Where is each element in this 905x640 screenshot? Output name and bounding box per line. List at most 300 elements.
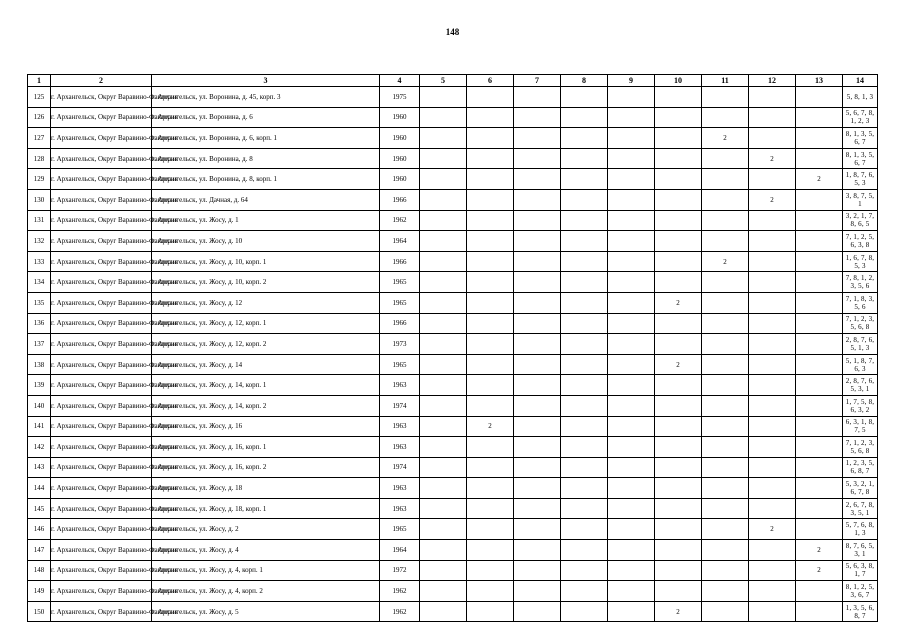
table-row: [28, 292, 878, 313]
year-cell: 1972: [380, 560, 420, 581]
codes-cell: 5, 7, 6, 8, 1, 3: [843, 519, 878, 540]
value-cell: [608, 498, 655, 519]
year-cell: 1966: [380, 189, 420, 210]
value-cell: [561, 148, 608, 169]
value-cell: [467, 169, 514, 190]
value-cell: [561, 560, 608, 581]
value-cell: [514, 581, 561, 602]
value-cell: [514, 457, 561, 478]
value-cell: [749, 354, 796, 375]
year-cell: 1966: [380, 251, 420, 272]
location-cell: г. Архангельск, Округ Варавино-Фактория: [51, 457, 152, 478]
housing-registry-table: [27, 74, 878, 622]
value-cell: [702, 498, 749, 519]
value-cell: [655, 519, 702, 540]
value-cell: [749, 313, 796, 334]
row-number: 131: [28, 210, 51, 231]
address-cell: г. Архангельск, ул. Воронина, д. 8, корп. 1: [152, 169, 380, 190]
value-cell: [702, 416, 749, 437]
value-cell: [608, 416, 655, 437]
year-cell: 1966: [380, 313, 420, 334]
value-cell: [561, 581, 608, 602]
address-cell: г. Архангельск, ул. Жосу, д. 1: [152, 210, 380, 231]
row-number: 142: [28, 437, 51, 458]
value-cell: 2: [749, 148, 796, 169]
value-cell: [749, 210, 796, 231]
value-cell: [749, 457, 796, 478]
value-cell: [749, 169, 796, 190]
row-number: 127: [28, 128, 51, 149]
column-header: 4: [380, 75, 420, 87]
value-cell: [561, 519, 608, 540]
value-cell: 2: [749, 189, 796, 210]
value-cell: [796, 457, 843, 478]
codes-cell: 2, 8, 7, 6, 5, 3, 1: [843, 375, 878, 396]
value-cell: [655, 189, 702, 210]
value-cell: [420, 354, 467, 375]
row-number: 140: [28, 395, 51, 416]
codes-cell: 6, 3, 1, 8, 7, 5: [843, 416, 878, 437]
value-cell: [467, 334, 514, 355]
location-cell: г. Архангельск, Округ Варавино-Фактория: [51, 354, 152, 375]
row-number: 135: [28, 292, 51, 313]
value-cell: [796, 210, 843, 231]
location-cell: г. Архангельск, Округ Варавино-Фактория: [51, 601, 152, 622]
value-cell: [467, 292, 514, 313]
table-row: [28, 251, 878, 272]
value-cell: [702, 189, 749, 210]
codes-cell: 7, 8, 1, 2, 3, 5, 6: [843, 272, 878, 293]
value-cell: [749, 395, 796, 416]
value-cell: [467, 581, 514, 602]
codes-cell: 2, 8, 7, 6, 5, 1, 3: [843, 334, 878, 355]
year-cell: 1964: [380, 231, 420, 252]
location-cell: г. Архангельск, Округ Варавино-Фактория: [51, 437, 152, 458]
year-cell: 1965: [380, 354, 420, 375]
codes-cell: 7, 1, 2, 5, 6, 3, 8: [843, 231, 878, 252]
table-row: [28, 231, 878, 252]
codes-cell: 3, 8, 7, 5, 1: [843, 189, 878, 210]
address-cell: г. Архангельск, ул. Воронина, д. 8: [152, 148, 380, 169]
location-cell: г. Архангельск, Округ Варавино-Фактория: [51, 189, 152, 210]
value-cell: [608, 581, 655, 602]
value-cell: [514, 395, 561, 416]
codes-cell: 5, 6, 7, 8, 1, 2, 3: [843, 107, 878, 128]
value-cell: [655, 251, 702, 272]
value-cell: [749, 334, 796, 355]
value-cell: 2: [796, 560, 843, 581]
value-cell: 2: [467, 416, 514, 437]
year-cell: 1960: [380, 148, 420, 169]
value-cell: [702, 354, 749, 375]
value-cell: [702, 540, 749, 561]
row-number: 150: [28, 601, 51, 622]
year-cell: 1962: [380, 581, 420, 602]
address-cell: г. Архангельск, ул. Жосу, д. 18: [152, 478, 380, 499]
codes-cell: 8, 7, 6, 5, 3, 1: [843, 540, 878, 561]
codes-cell: 8, 1, 3, 5, 6, 7: [843, 128, 878, 149]
location-cell: г. Архангельск, Округ Варавино-Фактория: [51, 313, 152, 334]
location-cell: г. Архангельск, Округ Варавино-Фактория: [51, 375, 152, 396]
table-row: [28, 478, 878, 499]
address-cell: г. Архангельск, ул. Жосу, д. 4, корп. 1: [152, 560, 380, 581]
value-cell: [655, 457, 702, 478]
row-number: 130: [28, 189, 51, 210]
value-cell: [561, 272, 608, 293]
value-cell: [655, 334, 702, 355]
location-cell: г. Архангельск, Округ Варавино-Фактория: [51, 395, 152, 416]
row-number: 146: [28, 519, 51, 540]
value-cell: [702, 581, 749, 602]
row-number: 133: [28, 251, 51, 272]
table-row: [28, 169, 878, 190]
value-cell: [467, 87, 514, 108]
value-cell: [420, 540, 467, 561]
value-cell: [702, 478, 749, 499]
value-cell: [467, 107, 514, 128]
value-cell: [796, 231, 843, 252]
location-cell: г. Архангельск, Округ Варавино-Фактория: [51, 169, 152, 190]
value-cell: [420, 272, 467, 293]
value-cell: [514, 601, 561, 622]
value-cell: [702, 313, 749, 334]
value-cell: [514, 272, 561, 293]
value-cell: [702, 395, 749, 416]
table-row: [28, 437, 878, 458]
value-cell: [420, 519, 467, 540]
value-cell: [655, 395, 702, 416]
value-cell: [561, 231, 608, 252]
address-cell: г. Архангельск, ул. Жосу, д. 10, корп. 1: [152, 251, 380, 272]
value-cell: [655, 437, 702, 458]
value-cell: [749, 272, 796, 293]
codes-cell: 5, 6, 3, 8, 1, 7: [843, 560, 878, 581]
address-cell: г. Архангельск, ул. Жосу, д. 18, корп. 1: [152, 498, 380, 519]
value-cell: [514, 169, 561, 190]
value-cell: [514, 478, 561, 499]
value-cell: [467, 231, 514, 252]
value-cell: [796, 354, 843, 375]
address-cell: г. Архангельск, ул. Жосу, д. 5: [152, 601, 380, 622]
codes-cell: 7, 1, 2, 3, 5, 6, 8: [843, 437, 878, 458]
row-number: 134: [28, 272, 51, 293]
value-cell: [608, 395, 655, 416]
row-number: 125: [28, 87, 51, 108]
value-cell: [420, 601, 467, 622]
row-number: 143: [28, 457, 51, 478]
value-cell: [702, 457, 749, 478]
address-cell: г. Архангельск, ул. Жосу, д. 16: [152, 416, 380, 437]
table-row: [28, 189, 878, 210]
value-cell: [514, 334, 561, 355]
value-cell: [608, 210, 655, 231]
value-cell: [749, 498, 796, 519]
value-cell: [514, 292, 561, 313]
value-cell: [561, 251, 608, 272]
year-cell: 1965: [380, 272, 420, 293]
value-cell: [467, 601, 514, 622]
year-cell: 1963: [380, 437, 420, 458]
value-cell: [702, 231, 749, 252]
row-number: 138: [28, 354, 51, 375]
column-header: 6: [467, 75, 514, 87]
row-number: 126: [28, 107, 51, 128]
value-cell: [420, 478, 467, 499]
address-cell: г. Архангельск, ул. Воронина, д. 6: [152, 107, 380, 128]
table-row: [28, 87, 878, 108]
table-row: [28, 560, 878, 581]
row-number: 145: [28, 498, 51, 519]
value-cell: [514, 354, 561, 375]
value-cell: [420, 395, 467, 416]
value-cell: [702, 169, 749, 190]
table-body: [28, 87, 878, 622]
value-cell: [796, 87, 843, 108]
table-row: [28, 334, 878, 355]
value-cell: [749, 375, 796, 396]
value-cell: [420, 231, 467, 252]
value-cell: [796, 251, 843, 272]
year-cell: 1965: [380, 292, 420, 313]
codes-cell: 5, 3, 2, 1, 6, 7, 8: [843, 478, 878, 499]
value-cell: [420, 416, 467, 437]
table-row: [28, 375, 878, 396]
column-header: 8: [561, 75, 608, 87]
value-cell: [796, 334, 843, 355]
row-number: 128: [28, 148, 51, 169]
value-cell: [655, 581, 702, 602]
value-cell: [420, 128, 467, 149]
value-cell: [608, 87, 655, 108]
year-cell: 1975: [380, 87, 420, 108]
value-cell: [608, 519, 655, 540]
value-cell: [514, 519, 561, 540]
year-cell: 1960: [380, 107, 420, 128]
year-cell: 1963: [380, 375, 420, 396]
value-cell: [796, 107, 843, 128]
value-cell: [467, 540, 514, 561]
address-cell: г. Архангельск, ул. Жосу, д. 12, корп. 2: [152, 334, 380, 355]
value-cell: [467, 354, 514, 375]
value-cell: 2: [702, 251, 749, 272]
value-cell: [608, 437, 655, 458]
value-cell: [796, 478, 843, 499]
address-cell: г. Архангельск, ул. Жосу, д. 14, корп. 2: [152, 395, 380, 416]
value-cell: [467, 148, 514, 169]
year-cell: 1965: [380, 519, 420, 540]
value-cell: [608, 354, 655, 375]
value-cell: [467, 251, 514, 272]
address-cell: г. Архангельск, ул. Воронина, д. 6, корп. 1: [152, 128, 380, 149]
value-cell: [420, 169, 467, 190]
column-header: 5: [420, 75, 467, 87]
value-cell: [749, 601, 796, 622]
year-cell: 1960: [380, 128, 420, 149]
value-cell: [561, 87, 608, 108]
value-cell: [796, 128, 843, 149]
location-cell: г. Архангельск, Округ Варавино-Фактория: [51, 107, 152, 128]
address-cell: г. Архангельск, ул. Жосу, д. 12: [152, 292, 380, 313]
value-cell: [514, 416, 561, 437]
value-cell: [608, 107, 655, 128]
value-cell: [420, 457, 467, 478]
value-cell: [608, 375, 655, 396]
value-cell: [608, 272, 655, 293]
value-cell: [655, 148, 702, 169]
table-row: [28, 519, 878, 540]
table-row: [28, 601, 878, 622]
value-cell: [467, 560, 514, 581]
address-cell: г. Архангельск, ул. Жосу, д. 2: [152, 519, 380, 540]
table-row: [28, 416, 878, 437]
value-cell: [655, 478, 702, 499]
page-number: 148: [445, 27, 460, 37]
codes-cell: 8, 1, 2, 5, 3, 6, 7: [843, 581, 878, 602]
location-cell: г. Архангельск, Округ Варавино-Фактория: [51, 416, 152, 437]
value-cell: [467, 519, 514, 540]
codes-cell: 1, 6, 7, 8, 5, 3: [843, 251, 878, 272]
value-cell: [749, 107, 796, 128]
value-cell: [420, 292, 467, 313]
row-number: 129: [28, 169, 51, 190]
row-number: 148: [28, 560, 51, 581]
row-number: 141: [28, 416, 51, 437]
table-row: [28, 272, 878, 293]
value-cell: [514, 437, 561, 458]
value-cell: [420, 87, 467, 108]
address-cell: г. Архангельск, ул. Жосу, д. 10, корп. 2: [152, 272, 380, 293]
value-cell: [561, 313, 608, 334]
value-cell: [608, 231, 655, 252]
value-cell: [796, 498, 843, 519]
codes-cell: 2, 6, 7, 8, 3, 5, 1: [843, 498, 878, 519]
value-cell: [608, 169, 655, 190]
value-cell: [561, 107, 608, 128]
value-cell: [514, 107, 561, 128]
value-cell: [749, 560, 796, 581]
value-cell: 2: [655, 601, 702, 622]
value-cell: [608, 128, 655, 149]
value-cell: [749, 251, 796, 272]
address-cell: г. Архангельск, ул. Жосу, д. 4: [152, 540, 380, 561]
address-cell: г. Архангельск, ул. Жосу, д. 14: [152, 354, 380, 375]
value-cell: [561, 210, 608, 231]
value-cell: [561, 540, 608, 561]
year-cell: 1962: [380, 210, 420, 231]
address-cell: г. Архангельск, ул. Жосу, д. 14, корп. 1: [152, 375, 380, 396]
value-cell: [561, 457, 608, 478]
value-cell: [608, 560, 655, 581]
value-cell: [420, 498, 467, 519]
value-cell: [655, 210, 702, 231]
location-cell: г. Архангельск, Округ Варавино-Фактория: [51, 148, 152, 169]
codes-cell: 8, 1, 3, 5, 6, 7: [843, 148, 878, 169]
codes-cell: 1, 8, 7, 6, 5, 3: [843, 169, 878, 190]
value-cell: [702, 601, 749, 622]
codes-cell: 1, 3, 5, 6, 8, 7: [843, 601, 878, 622]
value-cell: [608, 148, 655, 169]
value-cell: [608, 251, 655, 272]
value-cell: [702, 334, 749, 355]
value-cell: [655, 375, 702, 396]
value-cell: 2: [749, 519, 796, 540]
codes-cell: 3, 2, 1, 7, 8, 6, 5: [843, 210, 878, 231]
value-cell: [702, 375, 749, 396]
table-row: [28, 128, 878, 149]
value-cell: [702, 437, 749, 458]
value-cell: [514, 313, 561, 334]
value-cell: [702, 210, 749, 231]
column-header: 10: [655, 75, 702, 87]
value-cell: [514, 148, 561, 169]
value-cell: [561, 128, 608, 149]
value-cell: [561, 601, 608, 622]
value-cell: [561, 395, 608, 416]
value-cell: [420, 375, 467, 396]
value-cell: [561, 416, 608, 437]
value-cell: [514, 498, 561, 519]
value-cell: [561, 354, 608, 375]
table-row: [28, 395, 878, 416]
location-cell: г. Архангельск, Округ Варавино-Фактория: [51, 581, 152, 602]
value-cell: [796, 416, 843, 437]
value-cell: [796, 189, 843, 210]
row-number: 149: [28, 581, 51, 602]
value-cell: [467, 375, 514, 396]
value-cell: [702, 87, 749, 108]
value-cell: [796, 601, 843, 622]
value-cell: [655, 128, 702, 149]
value-cell: [514, 540, 561, 561]
value-cell: [420, 313, 467, 334]
column-header: 13: [796, 75, 843, 87]
value-cell: [561, 292, 608, 313]
value-cell: [796, 313, 843, 334]
value-cell: [420, 189, 467, 210]
value-cell: [514, 375, 561, 396]
value-cell: [467, 457, 514, 478]
value-cell: [796, 519, 843, 540]
value-cell: [749, 231, 796, 252]
value-cell: [420, 334, 467, 355]
value-cell: [514, 251, 561, 272]
location-cell: г. Архангельск, Округ Варавино-Фактория: [51, 478, 152, 499]
location-cell: г. Архангельск, Округ Варавино-Фактория: [51, 272, 152, 293]
value-cell: [655, 107, 702, 128]
value-cell: [514, 189, 561, 210]
value-cell: [514, 128, 561, 149]
location-cell: г. Архангельск, Округ Варавино-Фактория: [51, 231, 152, 252]
table-row: [28, 148, 878, 169]
address-cell: г. Архангельск, ул. Воронина, д. 45, корп. 3: [152, 87, 380, 108]
table-row: [28, 313, 878, 334]
value-cell: [796, 395, 843, 416]
row-number: 136: [28, 313, 51, 334]
value-cell: [749, 87, 796, 108]
year-cell: 1962: [380, 601, 420, 622]
column-header: 9: [608, 75, 655, 87]
value-cell: [467, 313, 514, 334]
value-cell: [467, 210, 514, 231]
codes-cell: 5, 1, 8, 7, 6, 3: [843, 354, 878, 375]
value-cell: 2: [796, 169, 843, 190]
row-number: 137: [28, 334, 51, 355]
location-cell: г. Архангельск, Округ Варавино-Фактория: [51, 292, 152, 313]
year-cell: 1963: [380, 498, 420, 519]
value-cell: [655, 272, 702, 293]
value-cell: [561, 437, 608, 458]
codes-cell: 7, 1, 8, 3, 5, 6: [843, 292, 878, 313]
